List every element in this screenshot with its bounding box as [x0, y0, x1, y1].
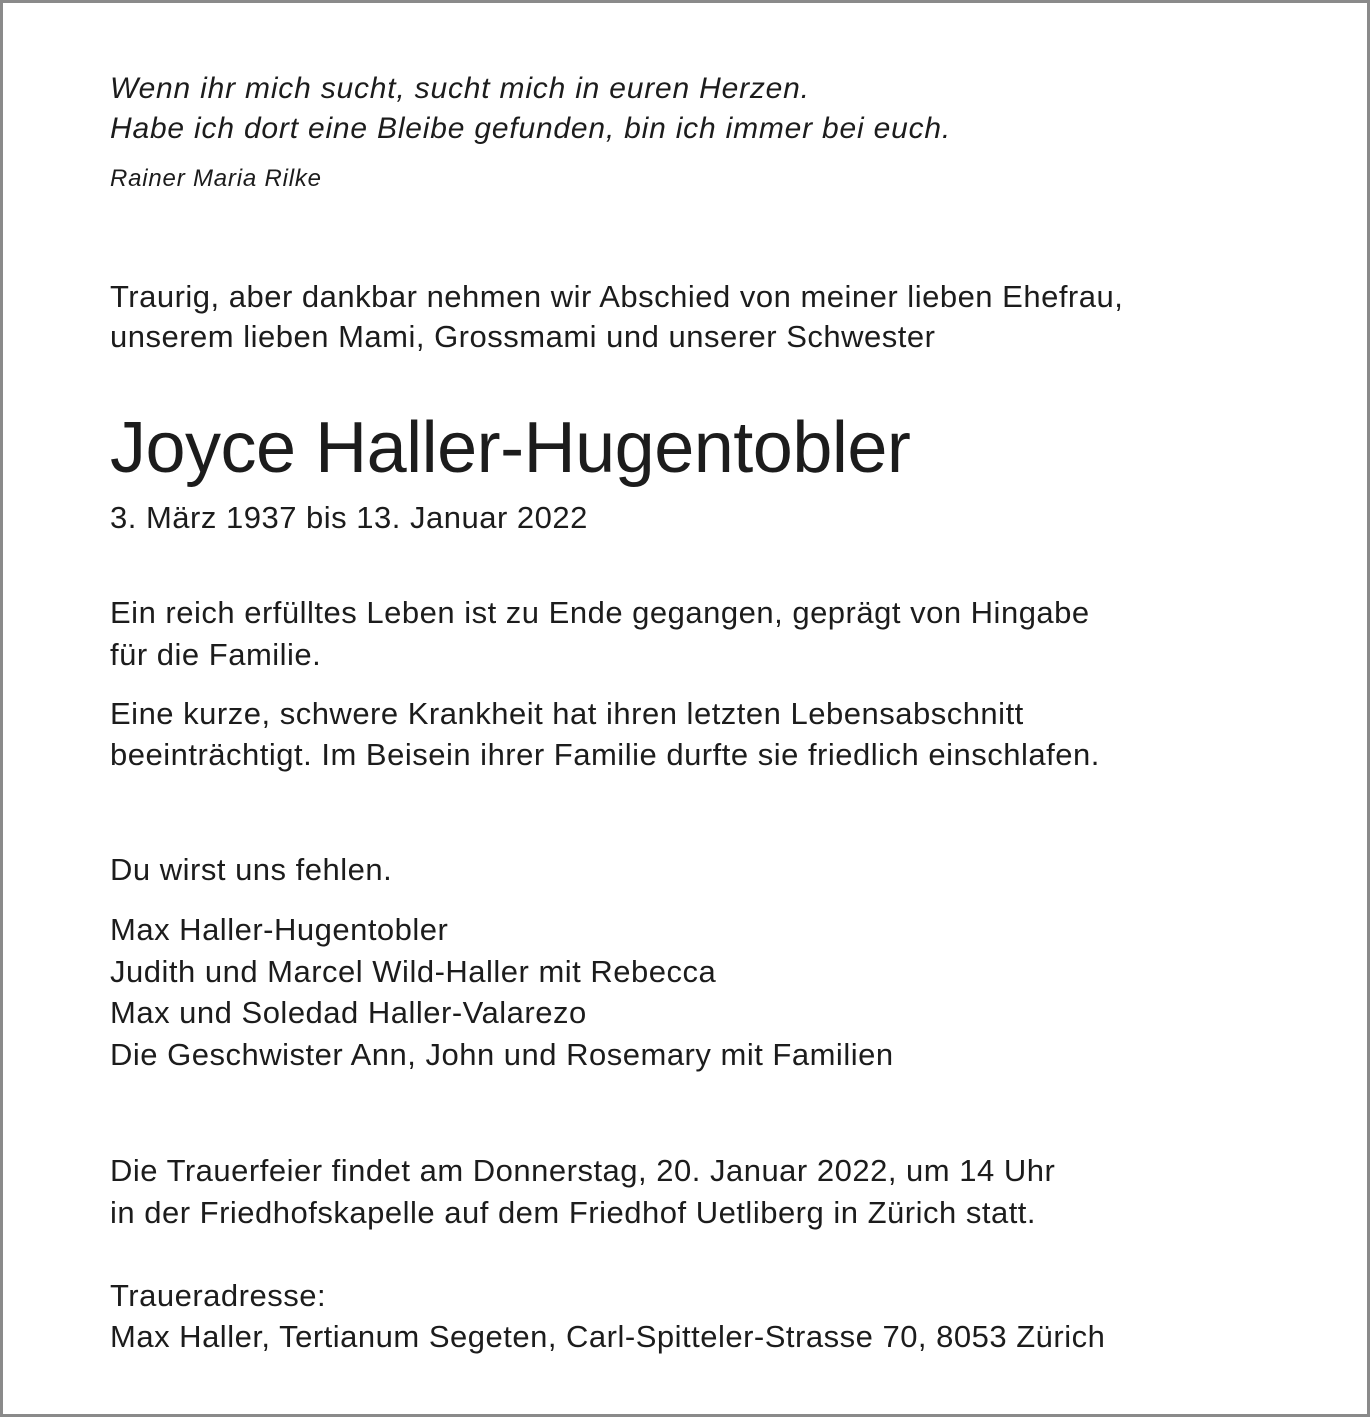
mourner-item: Max Haller-Hugentobler [110, 912, 449, 947]
tribute-para-1-line-1: Ein reich erfülltes Leben ist zu Ende gegangen, geprägt von Hingabe [110, 595, 1090, 630]
tribute-para-2-line-1: Eine kurze, schwere Krankheit hat ihren letzten Lebensabschnitt [110, 696, 1024, 731]
tribute-para-2-line-2: beeinträchtigt. Im Beisein ihrer Familie durfte sie friedlich einschlafen. [110, 737, 1100, 772]
intro-line-1: Traurig, aber dankbar nehmen wir Abschied von meiner lieben Ehefrau, [110, 279, 1124, 314]
ceremony-line-1: Die Trauerfeier findet am Donnerstag, 20. Januar 2022, um 14 Uhr [110, 1153, 1056, 1188]
mourner-item: Max und Soledad Haller-Valarezo [110, 995, 587, 1030]
quote-line-1: Wenn ihr mich sucht, sucht mich in euren Herzen. [110, 72, 810, 105]
ceremony-line-2: in der Friedhofskapelle auf dem Friedhof Uetliberg in Zürich statt. [110, 1195, 1037, 1230]
tribute-para-1-line-2: für die Familie. [110, 637, 322, 672]
mourner-item: Die Geschwister Ann, John und Rosemary mit Familien [110, 1037, 894, 1072]
address-label: Traueradresse: [110, 1278, 327, 1313]
farewell-line: Du wirst uns fehlen. [110, 852, 393, 887]
deceased-name: Joyce Haller-Hugentobler [110, 408, 911, 488]
quote-author: Rainer Maria Rilke [110, 165, 322, 192]
quote-line-2: Habe ich dort eine Bleibe gefunden, bin ich immer bei euch. [110, 112, 952, 145]
life-dates: 3. März 1937 bis 13. Januar 2022 [110, 500, 588, 535]
mourner-item: Judith und Marcel Wild-Haller mit Rebecca [110, 954, 717, 989]
intro-line-2: unserem lieben Mami, Grossmami und unserer Schwester [110, 319, 936, 354]
address-value: Max Haller, Tertianum Segeten, Carl-Spitteler-Strasse 70, 8053 Zürich [110, 1319, 1106, 1354]
